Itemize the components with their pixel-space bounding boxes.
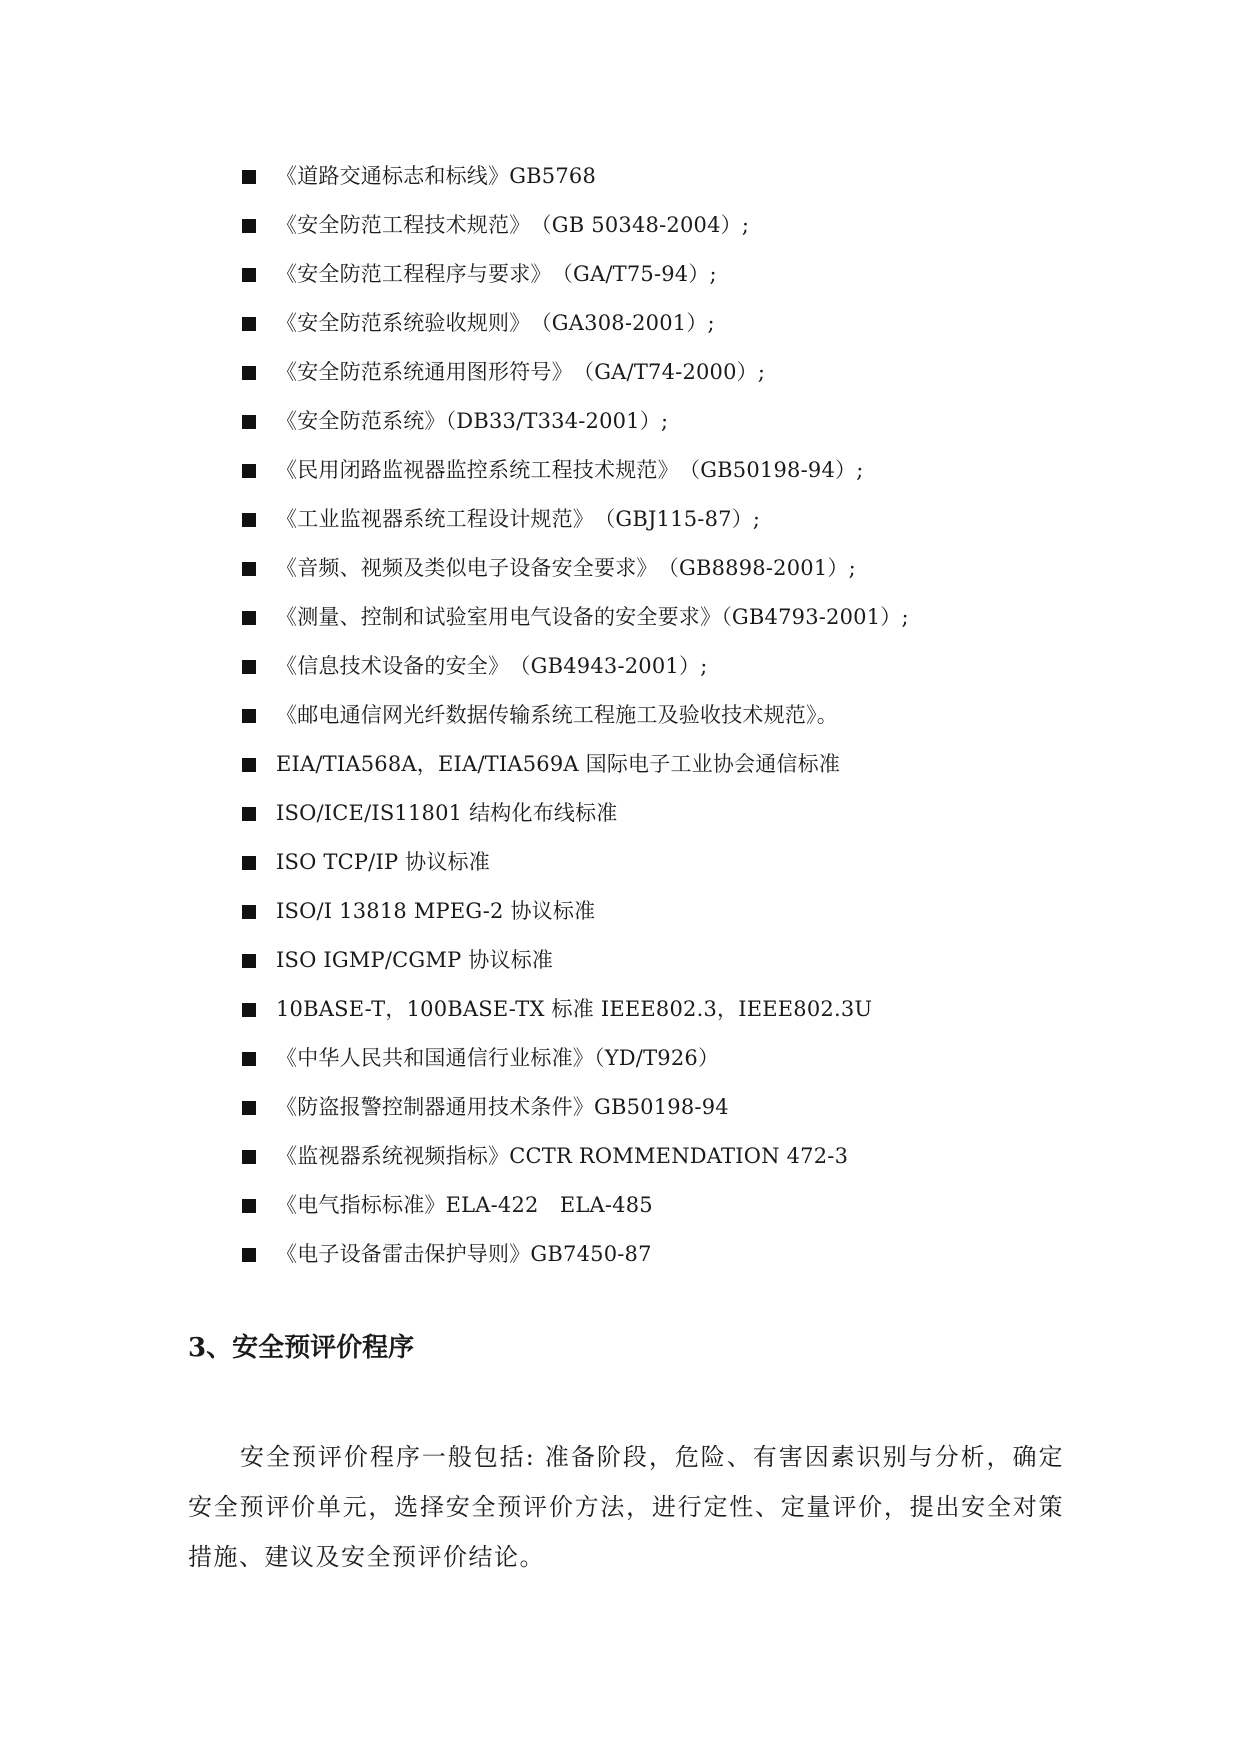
- list-item-text: EIA/TIA568A，EIA/TIA569A 国际电子工业协会通信标准: [276, 752, 841, 776]
- list-item: [242, 936, 1122, 985]
- list-item-text: 《防盗报警控制器通用技术条件》GB50198-94: [276, 1095, 729, 1119]
- square-bullet-icon: [242, 513, 256, 527]
- square-bullet-icon: [242, 366, 256, 380]
- list-item: [242, 1181, 1122, 1230]
- list-item-text: 《邮电通信网光纤数据传输系统工程施工及验收技术规范》。: [276, 703, 838, 727]
- list-item-text: 《电气指标标准》ELA-422 ELA-485: [276, 1193, 653, 1217]
- list-item-text: 《安全防范系统通用图形符号》 （GA/T74-2000）;: [276, 360, 766, 384]
- list-item: [242, 740, 1122, 789]
- square-bullet-icon: [242, 219, 256, 233]
- list-item-text: ISO IGMP/CGMP 协议标准: [276, 948, 554, 972]
- square-bullet-icon: [242, 807, 256, 821]
- section-paragraph: 安全预评价程序一般包括: 准备阶段，危险、有害因素识别与分析，确定安全预评价单元，选择安全预评价方法，进行定性、定量评价，提出安全对策措施、建议及安全预评价结论。: [188, 1443, 1064, 1571]
- list-item: [242, 985, 1122, 1034]
- list-item-text: ISO TCP/IP 协议标准: [276, 850, 490, 874]
- square-bullet-icon: [242, 758, 256, 772]
- square-bullet-icon: [242, 1003, 256, 1017]
- square-bullet-icon: [242, 464, 256, 478]
- list-item-text: 《信息技术设备的安全》 （GB4943-2001）;: [276, 654, 708, 678]
- list-item: [242, 642, 1122, 691]
- list-item: [242, 348, 1122, 397]
- list-item-text: 《道路交通标志和标线》GB5768: [276, 164, 597, 188]
- list-item: [242, 1132, 1122, 1181]
- square-bullet-icon: [242, 660, 256, 674]
- section-heading: 3、安全预评价程序: [188, 1333, 415, 1363]
- list-item-text: ISO/I 13818 MPEG-2 协议标准: [276, 899, 596, 923]
- list-item: [242, 593, 1122, 642]
- list-item: [242, 789, 1122, 838]
- list-item: [242, 1230, 1122, 1279]
- list-item-text: 10BASE-T，100BASE-TX 标准 IEEE802.3，IEEE802.3U: [276, 997, 873, 1021]
- list-item: [242, 201, 1122, 250]
- list-item-text: 《安全防范工程程序与要求》 （GA/T75-94）;: [276, 262, 717, 286]
- list-item: [242, 1083, 1122, 1132]
- list-item: [242, 397, 1122, 446]
- list-item: [242, 838, 1122, 887]
- list-item: [242, 152, 1122, 201]
- list-item-text: 《工业监视器系统工程设计规范》 （GBJ115-87）;: [276, 507, 761, 531]
- square-bullet-icon: [242, 1150, 256, 1164]
- list-item: [242, 250, 1122, 299]
- list-item-text: 《安全防范工程技术规范》 （GB 50348-2004）;: [276, 213, 750, 237]
- list-item: [242, 1034, 1122, 1083]
- list-item-text: 《音频、视频及类似电子设备安全要求》 （GB8898-2001）;: [276, 556, 856, 580]
- square-bullet-icon: [242, 317, 256, 331]
- square-bullet-icon: [242, 1248, 256, 1262]
- list-item-text: 《中华人民共和国通信行业标准》（YD/T926）: [276, 1046, 720, 1070]
- list-item: [242, 299, 1122, 348]
- square-bullet-icon: [242, 415, 256, 429]
- list-item-text: 《监视器系统视频指标》CCTR ROMMENDATION 472-3: [276, 1144, 849, 1168]
- list-item-text: 《安全防范系统》（DB33/T334-2001）;: [276, 409, 669, 433]
- square-bullet-icon: [242, 268, 256, 282]
- list-item-text: ISO/ICE/IS11801 结构化布线标准: [276, 801, 618, 825]
- square-bullet-icon: [242, 1199, 256, 1213]
- list-item-text: 《测量、控制和试验室用电气设备的安全要求》（GB4793-2001）;: [276, 605, 909, 629]
- square-bullet-icon: [242, 905, 256, 919]
- square-bullet-icon: [242, 954, 256, 968]
- square-bullet-icon: [242, 611, 256, 625]
- list-item: [242, 691, 1122, 740]
- standards-list: [242, 152, 1122, 1279]
- list-item-text: 《安全防范系统验收规则》 （GA308-2001）;: [276, 311, 715, 335]
- square-bullet-icon: [242, 1101, 256, 1115]
- list-item: [242, 446, 1122, 495]
- square-bullet-icon: [242, 170, 256, 184]
- list-item: [242, 495, 1122, 544]
- square-bullet-icon: [242, 1052, 256, 1066]
- square-bullet-icon: [242, 562, 256, 576]
- square-bullet-icon: [242, 856, 256, 870]
- list-item: [242, 887, 1122, 936]
- list-item: [242, 544, 1122, 593]
- list-item-text: 《民用闭路监视器监控系统工程技术规范》 （GB50198-94）;: [276, 458, 864, 482]
- list-item-text: 《电子设备雷击保护导则》GB7450-87: [276, 1242, 652, 1266]
- square-bullet-icon: [242, 709, 256, 723]
